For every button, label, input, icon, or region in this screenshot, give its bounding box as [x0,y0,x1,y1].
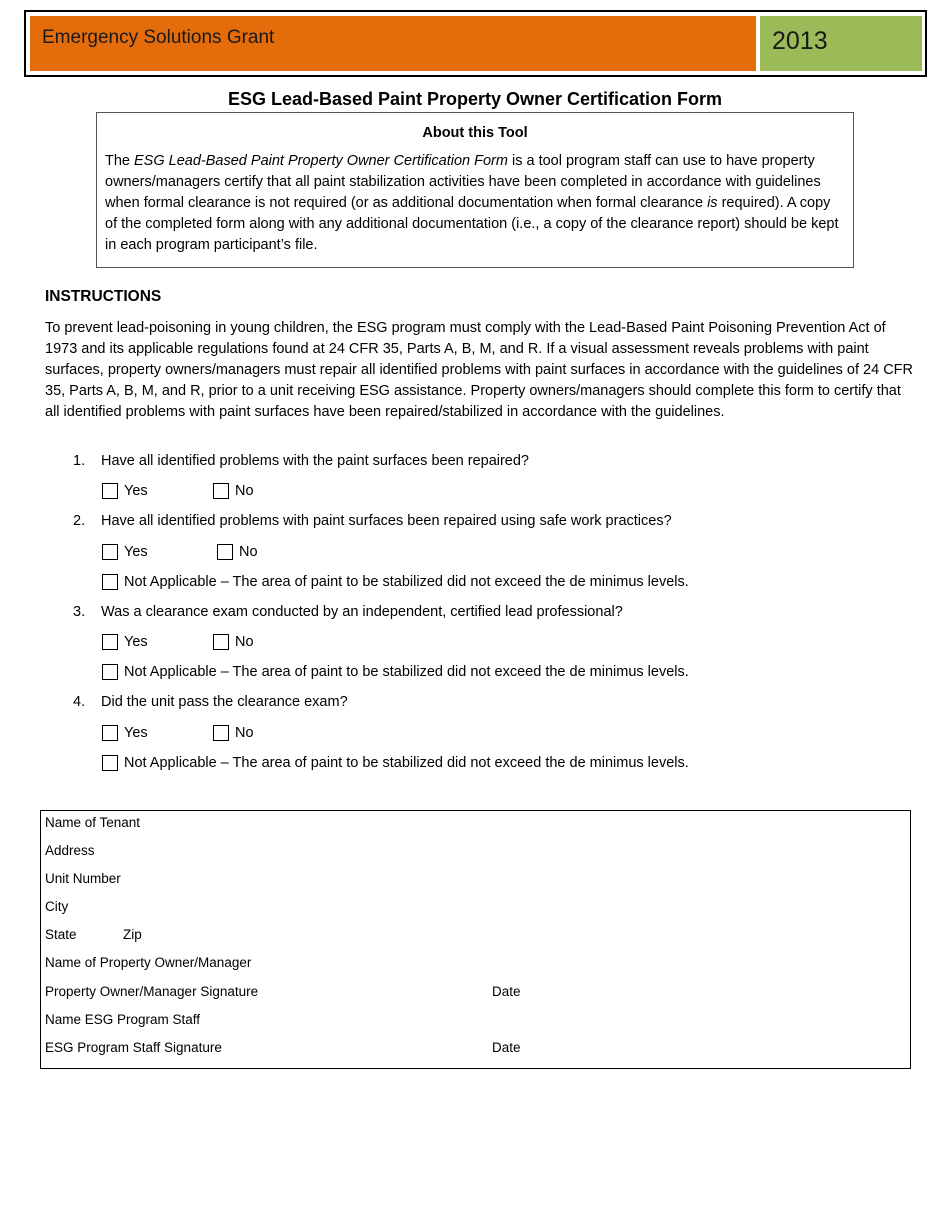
q2-yes-checkbox[interactable] [102,544,118,560]
program-name: Emergency Solutions Grant [42,27,275,48]
option-label: Yes [124,634,148,650]
option-label: No [235,483,254,499]
address-field[interactable]: Address [45,843,95,858]
about-heading: About this Tool [422,125,528,141]
about-tool-box [96,112,854,268]
question-number: 1. [73,453,86,469]
owner-signature-field[interactable]: Property Owner/Manager Signature [45,984,259,999]
q3-na-option[interactable] [102,664,689,680]
q4-yes-checkbox[interactable] [102,725,118,741]
instructions-text: To prevent lead-poisoning in young children, the ESG program must comply with the Lead-Based Paint Poisoning Prevention Act of 1973 and its applicable regulations found at 24 CFR 35, Parts A, B, M, and R. If a visual assessment reveals problems with paint surfaces, property owners/managers must repair all identified problems with paint surfaces in accordance with the guidelines of 24 CFR 35, Parts A, B, M, and R, prior to a unit receiving ESG assistance. Property owners/managers should complete this form to certify that all identified problems with paint surfaces have been repaired/stabilized in accordance with the guidelines. [45,320,914,420]
question-number: 3. [73,604,86,620]
option-label: Yes [124,544,148,560]
q1-yes-option[interactable] [102,483,148,499]
q2-no-option[interactable] [217,544,258,560]
q1-yes-checkbox[interactable] [102,483,118,499]
q2-no-checkbox[interactable] [217,544,233,560]
option-label: Not Applicable – The area of paint to be stabilized did not exceed the de minimus levels. [124,664,689,680]
option-label: Yes [124,725,148,741]
q3-yes-checkbox[interactable] [102,634,118,650]
about-text-3: required). A copy of the completed form along with any additional documentation (i.e., a copy of the clearance report) should be kept in each program participant’s file. [105,195,839,253]
q4-yes-option[interactable] [102,725,148,741]
question-1 [73,453,529,469]
option-label: Not Applicable – The area of paint to be stabilized did not exceed the de minimus levels. [124,574,689,590]
q4-no-option[interactable] [213,725,254,741]
q2-yes-option[interactable] [102,544,148,560]
banner-year-block [760,16,922,71]
question-4 [73,694,348,710]
option-label: Yes [124,483,148,499]
header-banner [24,10,927,77]
question-text: Did the unit pass the clearance exam? [101,694,348,710]
about-text [105,151,845,256]
q3-na-checkbox[interactable] [102,664,118,680]
city-field[interactable]: City [45,899,69,914]
q3-no-option[interactable] [213,634,254,650]
zip-field[interactable]: Zip [123,927,142,942]
banner-year: 2013 [772,27,828,55]
form-title: ESG Lead-Based Paint Property Owner Certification Form [227,89,723,109]
about-text-2: is a tool program staff can use to have property owners/managers certify that all paint stabilization activities have been completed in accordance with guidelines when formal clearance is not required (or as additional documentation when formal clearance [105,153,821,211]
question-2 [73,513,672,529]
q4-na-checkbox[interactable] [102,755,118,771]
option-label: No [235,725,254,741]
option-label: Not Applicable – The area of paint to be stabilized did not exceed the de minimus levels. [124,755,689,771]
q2-na-option[interactable] [102,574,689,590]
about-text-form-name: ESG Lead-Based Paint Property Owner Certification Form [134,153,508,169]
q3-no-checkbox[interactable] [213,634,229,650]
q3-yes-option[interactable] [102,634,148,650]
question-text: Was a clearance exam conducted by an independent, certified lead professional? [101,604,623,620]
q1-no-option[interactable] [213,483,254,499]
about-text-1: The [105,153,135,169]
q2-na-checkbox[interactable] [102,574,118,590]
question-text: Have all identified problems with paint surfaces been repaired using safe work practices? [101,513,672,529]
state-field[interactable]: State [45,927,77,942]
tenant-name-field[interactable]: Name of Tenant [45,815,141,830]
unit-number-field[interactable]: Unit Number [45,871,121,886]
banner-program-block [30,16,756,71]
participant-info-box [40,810,911,1069]
q1-no-checkbox[interactable] [213,483,229,499]
question-text: Have all identified problems with the paint surfaces been repaired? [101,453,529,469]
option-label: No [235,634,254,650]
owner-name-field[interactable]: Name of Property Owner/Manager [45,955,252,970]
option-label: No [239,544,258,560]
staff-signature-field[interactable]: ESG Program Staff Signature [45,1040,222,1055]
question-number: 2. [73,513,86,529]
question-number: 4. [73,694,86,710]
owner-date-field[interactable]: Date [492,984,521,999]
staff-date-field[interactable]: Date [492,1040,521,1055]
q4-na-option[interactable] [102,755,689,771]
q4-no-checkbox[interactable] [213,725,229,741]
question-3 [73,604,623,620]
about-text-emphasis: is [707,195,718,211]
staff-name-field[interactable]: Name ESG Program Staff [45,1012,201,1027]
instructions-heading: INSTRUCTIONS [45,288,162,305]
